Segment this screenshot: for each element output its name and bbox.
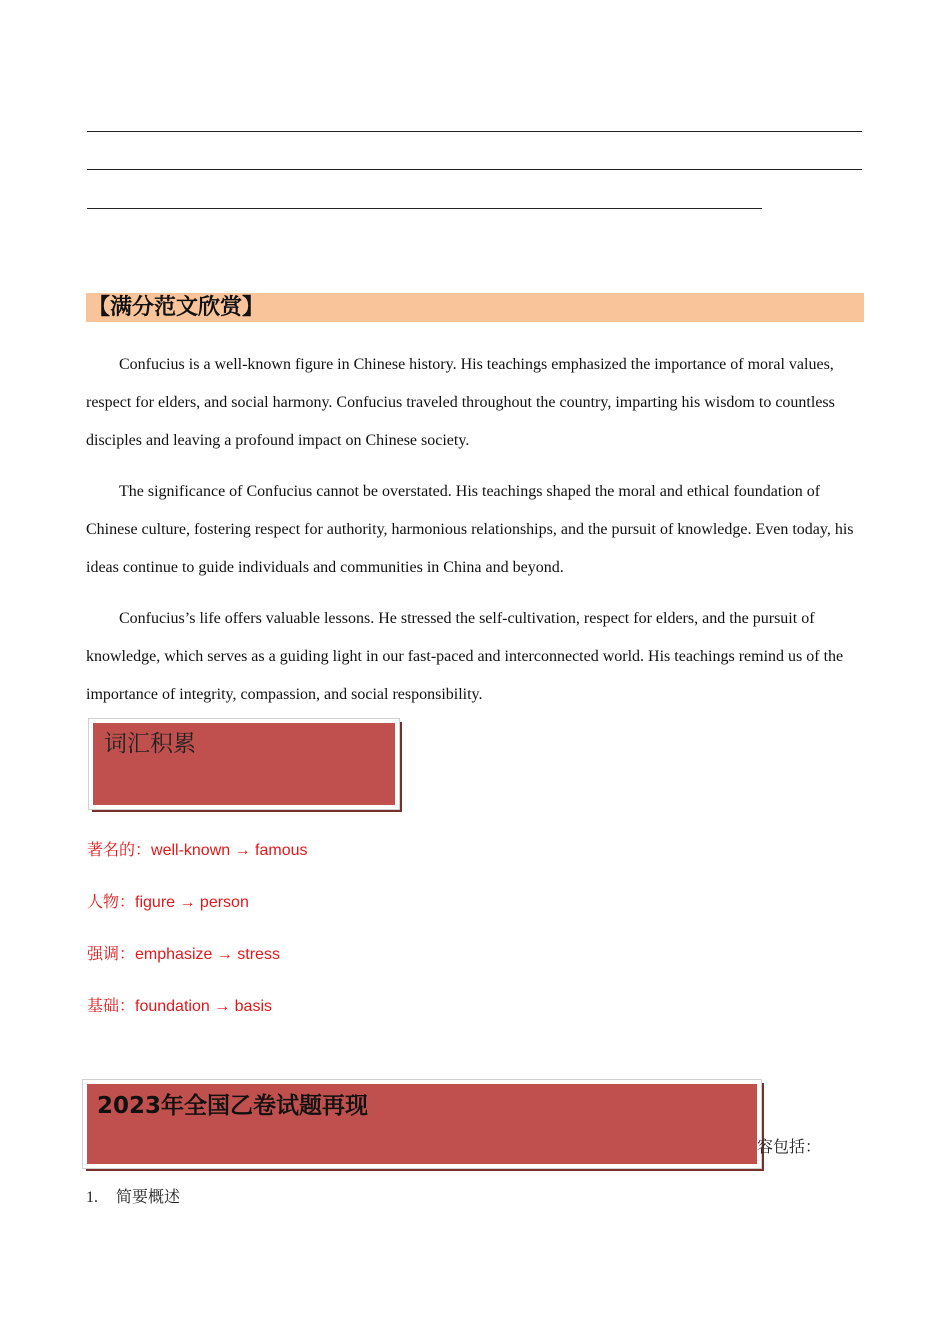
vocab-item-chinese: 人物： [87, 892, 136, 911]
vocab-item-english: foundation → basis [135, 998, 272, 1015]
vocab-item [87, 943, 280, 966]
essay-paragraph-2: The significance of Confucius cannot be overstated. His teachings shaped the moral and ethical foundation of Chinese culture, fostering respect for authority, harmonious relationships, and the pursuit of knowledge. Even today, his ideas continue to guide individuals and communities in China and beyond. [86, 483, 854, 576]
list-item-text: 简要概述 [116, 1187, 181, 1206]
list-item [86, 1186, 180, 1209]
vocab-item [87, 839, 308, 862]
vocab-item-chinese: 著名的： [87, 840, 152, 859]
essay-paragraph-1: Confucius is a well-known figure in Chinese history. His teachings emphasized the importance of moral values, respect for elders, and social harmony. Confucius traveled throughout the country, imparting his wisdom to countless disciples and leaving a profound impact on Chinese society. [86, 356, 835, 449]
essay-paragraph-3: Confucius’s life offers valuable lessons. He stressed the self-cultivation, respect for elders, and the pursuit of knowledge, which serves as a guiding light in our fast-paced and interconnected world. His teachings remind us of the importance of integrity, compassion, and social responsibility. [86, 610, 844, 703]
answer-blank-line [87, 169, 862, 170]
list-item-number: 1. [86, 1189, 98, 1206]
answer-blank-line [87, 131, 862, 132]
answer-blank-line [87, 208, 762, 209]
vocab-item-english: emphasize → stress [135, 946, 280, 963]
exam-intro-fragment: 容包括： [757, 1137, 822, 1156]
vocab-item-chinese: 基础： [87, 996, 136, 1015]
exam-title: 2023年全国乙卷试题再现 [97, 1093, 369, 1119]
vocab-item [87, 891, 249, 914]
vocab-item [87, 995, 272, 1018]
section-heading: 【满分范文欣赏】 [88, 295, 265, 320]
vocab-title: 词汇积累 [104, 731, 196, 757]
vocab-item-english: figure → person [135, 894, 249, 911]
vocab-item-english: well-known → famous [151, 842, 308, 859]
vocab-item-chinese: 强调： [87, 944, 136, 963]
